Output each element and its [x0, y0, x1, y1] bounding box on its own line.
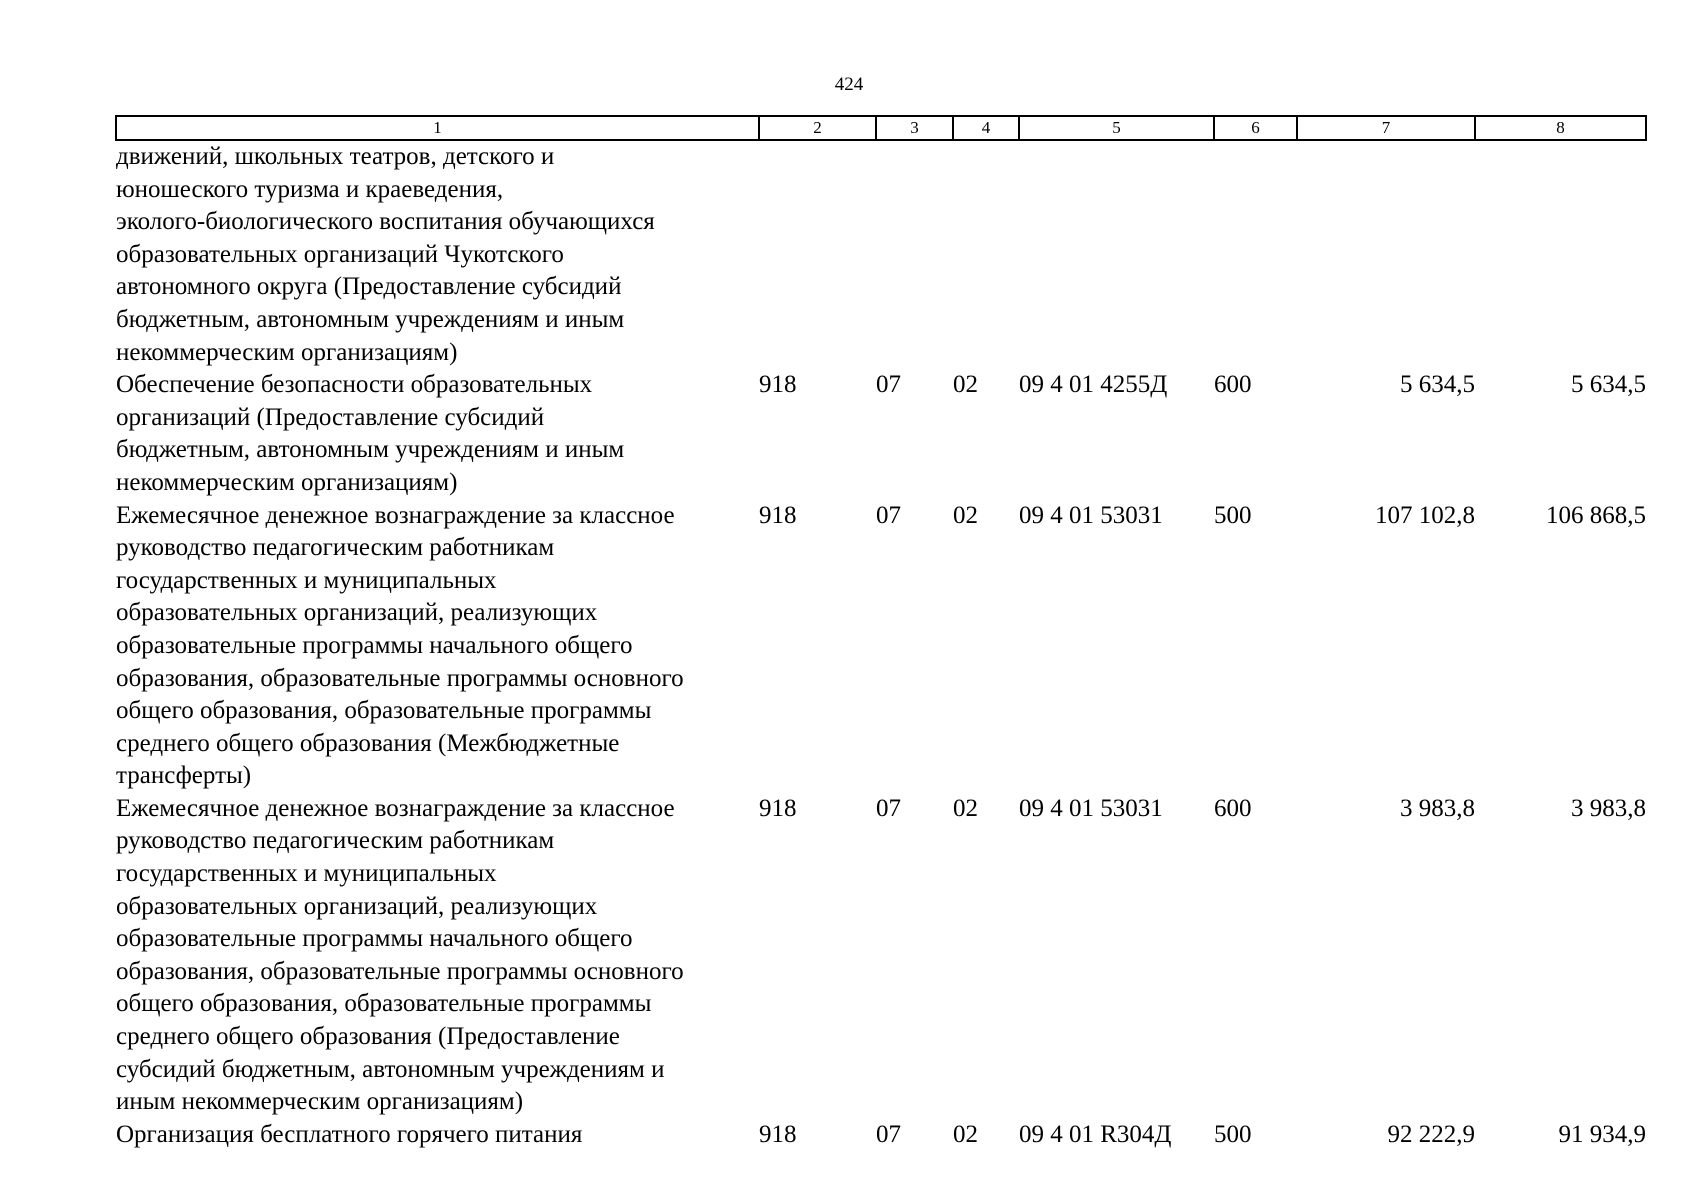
budget-table-container: [115, 115, 1645, 1151]
description-line: эколого-биологического воспитания обучающихся: [116, 208, 655, 236]
cell-amount-8: [1475, 140, 1646, 369]
cell-amount-8: 106 868,5: [1546, 501, 1646, 529]
cell-section: [876, 140, 953, 369]
cell-amount-8: 91 934,9: [1558, 1120, 1646, 1148]
header-col-3: 3: [876, 116, 953, 140]
cell-target-article: 09 4 01 53031: [1019, 501, 1163, 529]
description-line: юношеского туризма и краеведения,: [116, 175, 504, 203]
header-col-4: 4: [953, 116, 1019, 140]
description-line: некоммерческим организациям): [116, 468, 458, 496]
description-line: некоммерческим организациям): [116, 338, 458, 366]
cell-section: 07: [876, 371, 901, 399]
description-line: иным некоммерческим организациям): [116, 1088, 524, 1116]
table-row: [116, 140, 1646, 369]
cell-expense-type: 500: [1214, 501, 1252, 529]
description-line: среднего общего образования (Предоставление: [116, 1023, 620, 1051]
cell-amount-8: 5 634,5: [1571, 371, 1646, 399]
header-col-8: 8: [1475, 116, 1646, 140]
description-line: образования, образовательные программы основного: [116, 664, 684, 692]
cell-subsection: 02: [953, 1120, 978, 1148]
description-line: общего образования, образовательные программы: [116, 990, 652, 1018]
description-line: Ежемесячное денежное вознаграждение за классное: [116, 794, 675, 822]
page-number: 424: [834, 74, 864, 95]
header-col-6: 6: [1214, 116, 1297, 140]
description-line: общего образования, образовательные программы: [116, 697, 652, 725]
cell-subsection: 02: [953, 371, 978, 399]
header-col-7: 7: [1297, 116, 1475, 140]
description-line: бюджетным, автономным учреждениям и иным: [116, 436, 625, 464]
cell-target-article: [1019, 140, 1214, 369]
header-col-2: 2: [759, 116, 876, 140]
cell-target-article: 09 4 01 4255Д: [1019, 371, 1168, 399]
budget-table: [115, 115, 1647, 1151]
cell-section: 07: [876, 794, 901, 822]
cell-expense-type: [1214, 140, 1297, 369]
cell-ministry-code: 918: [759, 794, 797, 822]
table-row: [116, 369, 1646, 499]
cell-section: 07: [876, 501, 901, 529]
description-line: Организация бесплатного горячего питания: [116, 1120, 583, 1148]
description-line: автономного округа (Предоставление субсидий: [116, 273, 622, 301]
cell-amount-7: [1297, 140, 1475, 369]
description-line: образовательных организаций Чукотского: [116, 240, 564, 268]
description-line: бюджетным, автономным учреждениям и иным: [116, 305, 625, 333]
table-row: [116, 793, 1646, 1119]
cell-description: [116, 793, 759, 1119]
description-line: образовательных организаций, реализующих: [116, 599, 598, 627]
header-col-5: 5: [1019, 116, 1214, 140]
description-line: движений, школьных театров, детского и: [116, 143, 555, 170]
cell-expense-type: 600: [1214, 794, 1252, 822]
cell-amount-7: 3 983,8: [1400, 794, 1475, 822]
cell-description: [116, 1119, 759, 1152]
cell-description: [116, 140, 759, 369]
description-line: трансферты): [116, 762, 252, 790]
table-row: [116, 500, 1646, 793]
cell-amount-8: 3 983,8: [1571, 794, 1646, 822]
description-line: Обеспечение безопасности образовательных: [116, 371, 593, 399]
description-line: образовательные программы начального общего: [116, 925, 633, 953]
cell-expense-type: 600: [1214, 371, 1252, 399]
cell-expense-type: 500: [1214, 1120, 1252, 1148]
cell-ministry-code: 918: [759, 371, 797, 399]
table-row: [116, 1119, 1646, 1152]
cell-subsection: [953, 140, 1019, 369]
description-line: государственных и муниципальных: [116, 566, 497, 594]
table-body: [116, 140, 1646, 1151]
cell-section: 07: [876, 1120, 901, 1148]
cell-ministry-code: [759, 140, 876, 369]
cell-amount-7: 5 634,5: [1400, 371, 1475, 399]
description-line: руководство педагогическим работникам: [116, 534, 555, 562]
cell-description: [116, 369, 759, 499]
description-line: организаций (Предоставление субсидий: [116, 403, 545, 431]
header-row: [116, 116, 1646, 140]
description-line: руководство педагогическим работникам: [116, 827, 555, 855]
description-line: образовательных организаций, реализующих: [116, 892, 598, 920]
description-line: образования, образовательные программы основного: [116, 957, 684, 985]
cell-ministry-code: 918: [759, 501, 797, 529]
cell-target-article: 09 4 01 53031: [1019, 794, 1163, 822]
table-header: [116, 116, 1646, 140]
cell-subsection: 02: [953, 501, 978, 529]
description-line: образовательные программы начального общего: [116, 631, 633, 659]
description-line: Ежемесячное денежное вознаграждение за классное: [116, 501, 675, 529]
cell-ministry-code: 918: [759, 1120, 797, 1148]
cell-amount-7: 107 102,8: [1375, 501, 1475, 529]
cell-subsection: 02: [953, 794, 978, 822]
description-line: государственных и муниципальных: [116, 860, 497, 888]
cell-target-article: 09 4 01 R304Д: [1019, 1120, 1172, 1148]
header-col-1: 1: [116, 116, 759, 140]
description-line: субсидий бюджетным, автономным учреждениям и: [116, 1055, 665, 1083]
cell-description: [116, 500, 759, 793]
description-line: среднего общего образования (Межбюджетные: [116, 729, 620, 757]
cell-amount-7: 92 222,9: [1387, 1120, 1475, 1148]
